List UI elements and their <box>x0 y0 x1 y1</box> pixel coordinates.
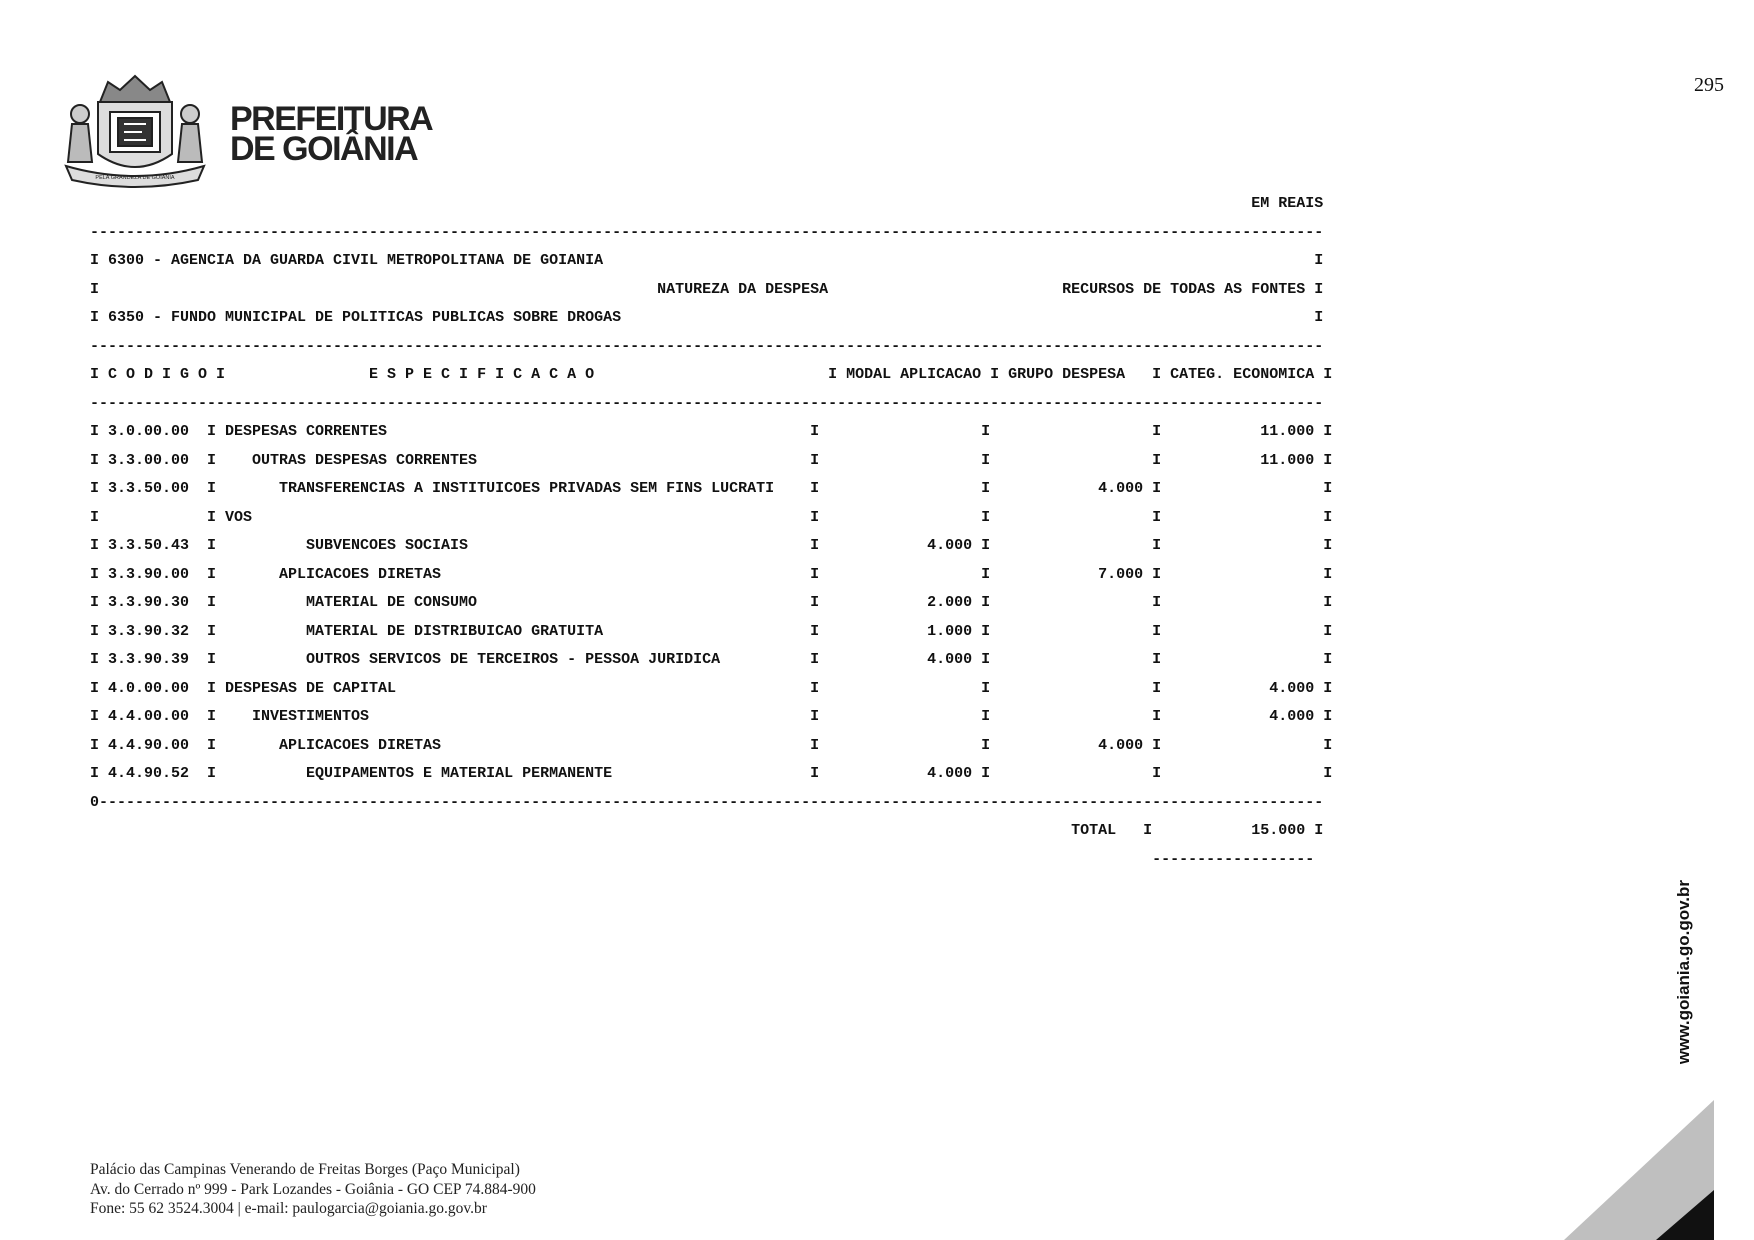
table-row: I 3.3.90.30 I MATERIAL DE CONSUMO I 2.000 I I I <box>90 594 1333 611</box>
page-number: 295 <box>1694 74 1724 96</box>
header-nature-sources: I NATUREZA DA DESPESA RECURSOS DE TODAS AS FONTES I <box>90 280 1324 298</box>
table-row: I 3.3.50.43 I SUBVENCOES SOCIAIS I 4.000 I I I <box>90 537 1333 554</box>
footer-line-3: Fone: 55 62 3524.3004 | e-mail: paulogarcia@goiania.go.gov.br <box>90 1200 487 1217</box>
table-row: I 4.4.00.00 I INVESTIMENTOS I I I 4.000 I <box>90 708 1333 725</box>
corner-decoration <box>1564 1100 1714 1240</box>
total-underline: ------------------ <box>1152 850 1315 868</box>
total-row: TOTAL I 15.000 I <box>1071 822 1324 839</box>
footer-line-1: Palácio das Campinas Venerando de Freitas Borges (Paço Municipal) <box>90 1161 520 1178</box>
footer-line-2: Av. do Cerrado nº 999 - Park Lozandes - Goiânia - GO CEP 74.884-900 <box>90 1180 536 1198</box>
separator: ----------------------------------------------------------------------------------------------------------------------------------------- <box>90 394 1324 412</box>
crest-motto: PELA GRANDEZA DE GOIÂNIA <box>95 175 175 181</box>
units-label: EM REAIS <box>1251 195 1324 212</box>
table-row: I 4.4.90.00 I APLICACOES DIRETAS I I 4.000 I I <box>90 736 1333 754</box>
agency-line: I 6300 - AGENCIA DA GUARDA CIVIL METROPOLITANA DE GOIANIA I <box>90 252 1324 269</box>
website-url: www.goiania.go.gov.br <box>1674 880 1693 1065</box>
expense-report-table <box>90 190 1332 874</box>
organization-line-1: PREFEITURA <box>230 100 433 138</box>
table-row: I 3.3.90.32 I MATERIAL DE DISTRIBUICAO GRATUITA I 1.000 I I I <box>90 622 1333 640</box>
crest-emblem-icon <box>58 62 213 192</box>
separator: 0---------------------------------------------------------------------------------------------------------------------------------------- <box>90 793 1324 811</box>
table-row: I 3.3.90.00 I APLICACOES DIRETAS I I 7.000 I I <box>90 565 1333 583</box>
table-row: I 3.3.90.39 I OUTROS SERVICOS DE TERCEIROS - PESSOA JURIDICA I 4.000 I I I <box>90 651 1333 668</box>
table-row: I I VOS I I I I <box>90 508 1333 526</box>
table-row: I 4.0.00.00 I DESPESAS DE CAPITAL I I I 4.000 I <box>90 679 1333 697</box>
footer-address <box>90 1160 536 1219</box>
table-row: I 3.3.50.00 I TRANSFERENCIAS A INSTITUICOES PRIVADAS SEM FINS LUCRATI I I 4.000 I I <box>90 480 1333 497</box>
table-row: I 3.3.00.00 I OUTRAS DESPESAS CORRENTES I I I 11.000 I <box>90 451 1333 469</box>
separator: ----------------------------------------------------------------------------------------------------------------------------------------- <box>90 223 1324 241</box>
table-row: I 3.0.00.00 I DESPESAS CORRENTES I I I 11.000 I <box>90 423 1333 440</box>
fund-line: I 6350 - FUNDO MUNICIPAL DE POLITICAS PUBLICAS SOBRE DROGAS I <box>90 309 1324 326</box>
organization-logotype <box>230 100 433 168</box>
organization-line-2: DE GOIÂNIA <box>230 130 418 168</box>
table-row: I 4.4.90.52 I EQUIPAMENTOS E MATERIAL PERMANENTE I 4.000 I I I <box>90 765 1333 782</box>
column-header: I C O D I G O I E S P E C I F I C A C A O I MODAL APLICACAO I GRUPO DESPESA I CATEG. ECONOMICA I <box>90 366 1333 383</box>
separator: ----------------------------------------------------------------------------------------------------------------------------------------- <box>90 337 1324 355</box>
